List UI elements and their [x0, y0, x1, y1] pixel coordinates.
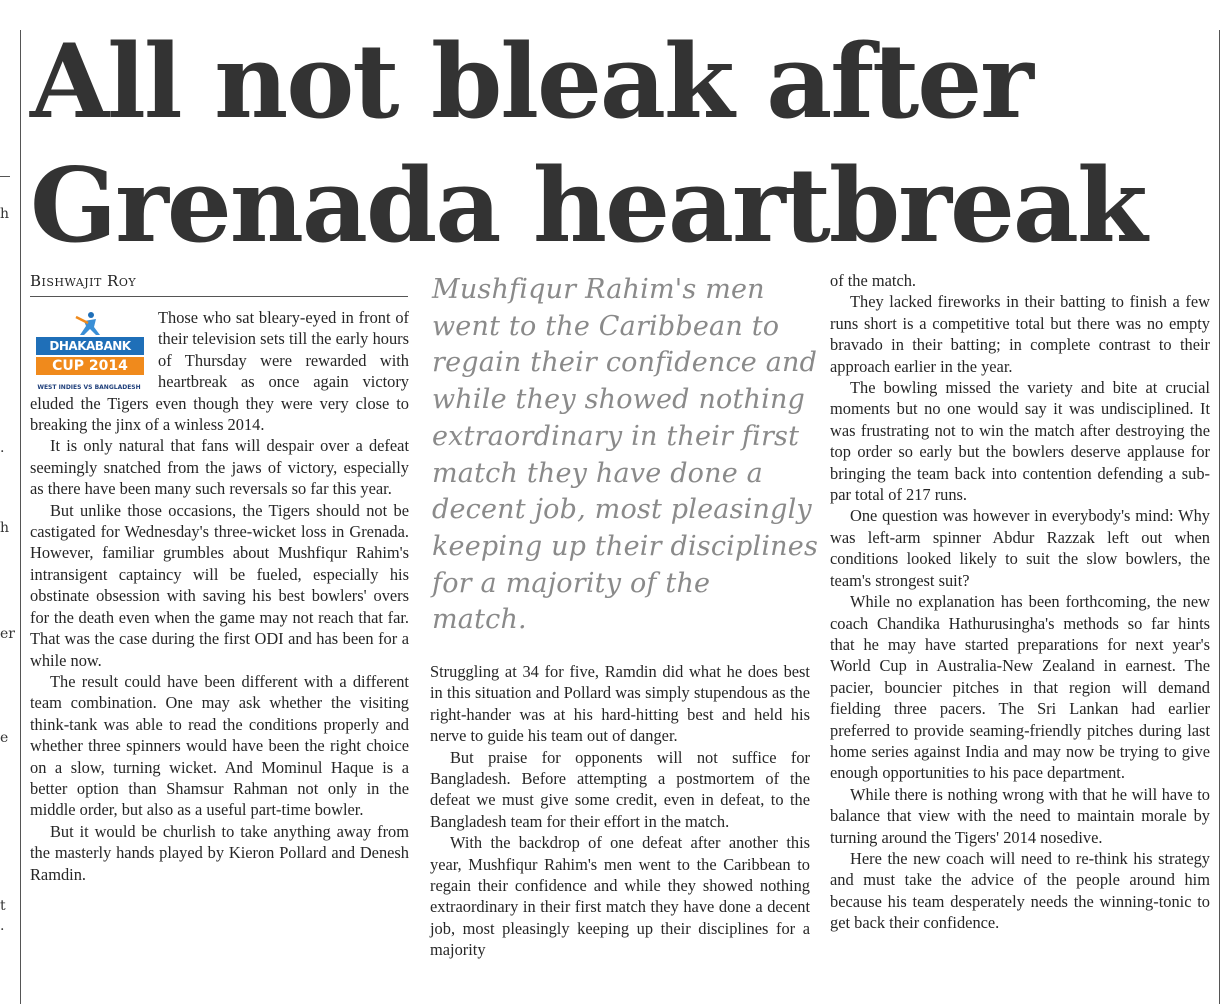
pull-quote-line: went to the Caribbean to — [432, 310, 780, 342]
headline — [30, 20, 1210, 268]
headline-line-2: Grenada heartbreak — [30, 146, 1146, 266]
gutter-fragment: h — [0, 520, 10, 536]
dhaka-bank-cup-logo — [30, 309, 148, 391]
paragraph: The result could have been different with a different team combination. One may ask whether the visiting think-tank was able to read the conditions properly and whether three spinners would have been the right choice on a slow, turning wicket. And Mominul Haque is a better option than Shamsur Rahman not only in the middle order, but also as a useful part-time bowler. — [30, 671, 409, 820]
cricket-player-icon — [74, 311, 104, 337]
gutter-fragment: h — [0, 206, 10, 222]
paragraph: They lacked fireworks in their batting to finish a few runs short is a competitive total but there was no empty bravado in their batting; in complete contrast to their approach earlier in the year. — [830, 292, 1210, 376]
paragraph: But praise for opponents will not suffice for Bangladesh. Before attempting a postmortem of the defeat we must give some credit, even in defeat, to the Bangladesh team for their effort in the match. — [430, 747, 810, 831]
pull-quote-line: decent job, most pleasingly — [432, 494, 812, 526]
pull-quote-line: match. — [432, 604, 527, 636]
paragraph: Those who sat bleary-eyed in front of their television sets till the early hours of Thursday were rewarded with heartbreak as once again victory eluded the Tigers even though they were very close to breaking the jinx of a winless 2014. — [30, 308, 409, 435]
gutter-fragment: t — [0, 898, 6, 914]
gutter-fragment: e — [0, 730, 9, 746]
logo-dhakabank-text: DHAKABANK — [36, 337, 144, 355]
paragraph: of the match. — [830, 271, 917, 290]
paragraph: While there is nothing wrong with that he will have to balance that view with the need to maintain morale by turning around the Tigers' 2014 nosedive. — [830, 784, 1210, 847]
paragraph: One question was however in everybody's mind: Why was left-arm spinner Abdur Razzak left out when conditions looked likely to suit the slow bowlers, the team's strongest suit? — [830, 506, 1210, 590]
paragraph: With the backdrop of one defeat after another this year, Mushfiqur Rahim's men went to the Caribbean to regain their confidence and while they showed nothing extraordinary in their first match they have done a decent job, most pleasingly keeping up their disciplines for a majority — [430, 833, 810, 960]
pull-quote-line: keeping up their disciplines — [432, 530, 818, 562]
gutter-rule — [0, 176, 10, 177]
article-column-2 — [430, 661, 810, 961]
pull-quote-line: while they showed nothing — [432, 384, 806, 416]
paragraph: The bowling missed the variety and bite at crucial moments but no one would say it was undisciplined. It was frustrating not to win the match after destroying the top order so early but the bowlers deserve applause for bringing the team back into contention defending a sub-par total of 217 runs. — [830, 378, 1210, 505]
paragraph: While no explanation has been forthcoming, the new coach Chandika Hathurusingha's methods so far hints that he may have started preparations for next year's World Cup in Australia-New Zealand in earnest. The pacier, bouncier pitches in that region will demand fielding three pacers. The Sri Lankan had earlier preferred to provide seaming-friendly pitches during last home series against India and may now be trying to give enough opportunities to his pace department. — [830, 592, 1210, 783]
article-column-3 — [830, 270, 1210, 934]
gutter-fragment: er — [0, 626, 15, 642]
pull-quote-line: match they have done a — [432, 457, 763, 489]
article-column-1 — [30, 307, 409, 885]
paragraph: It is only natural that fans will despair over a defeat seemingly snatched from the jaws of victory, especially as there have been many such reversals so far this year. — [30, 436, 409, 499]
pull-quote-line: regain their confidence and — [432, 347, 818, 379]
logo-cup-text: CUP 2014 — [36, 357, 144, 375]
paragraph: Struggling at 34 for five, Ramdin did what he does best in this situation and Pollard was simply stupendous as the right-hander was at his hard-hitting best and held his nerve to guide his team out of danger. — [430, 662, 810, 746]
pull-quote — [432, 272, 818, 639]
gutter-fragment: . — [0, 440, 5, 456]
byline: Bishwajit Roy — [30, 272, 408, 297]
paragraph: Here the new coach will need to re-think his strategy and must take the advice of the people around him because his team desperately needs the winning-tonic to get back their confidence. — [830, 848, 1210, 933]
right-column-rule — [1219, 30, 1220, 1004]
pull-quote-line: extraordinary in their first — [432, 420, 800, 452]
left-column-rule — [20, 30, 21, 1004]
logo-subtitle: WEST INDIES VS BANGLADESH — [37, 384, 141, 391]
gutter-fragment: . — [0, 918, 5, 934]
paragraph: But it would be churlish to take anything away from the masterly hands played by Kieron Pollard and Denesh Ramdin. — [30, 821, 409, 884]
headline-line-1: All not bleak after — [30, 22, 1032, 142]
paragraph: But unlike those occasions, the Tigers should not be castigated for Wednesday's three-wicket loss in Grenada. However, familiar grumbles about Mushfiqur Rahim's intransigent captaincy will be fueled, especially his obstinate obsession with saving his best bowlers' overs for the death even when the game may not reach that far. That was the case during the first ODI and has been for a while now. — [30, 500, 409, 670]
pull-quote-line: for a majority of the — [432, 567, 711, 599]
pull-quote-line: Mushfiqur Rahim's men — [432, 274, 765, 305]
